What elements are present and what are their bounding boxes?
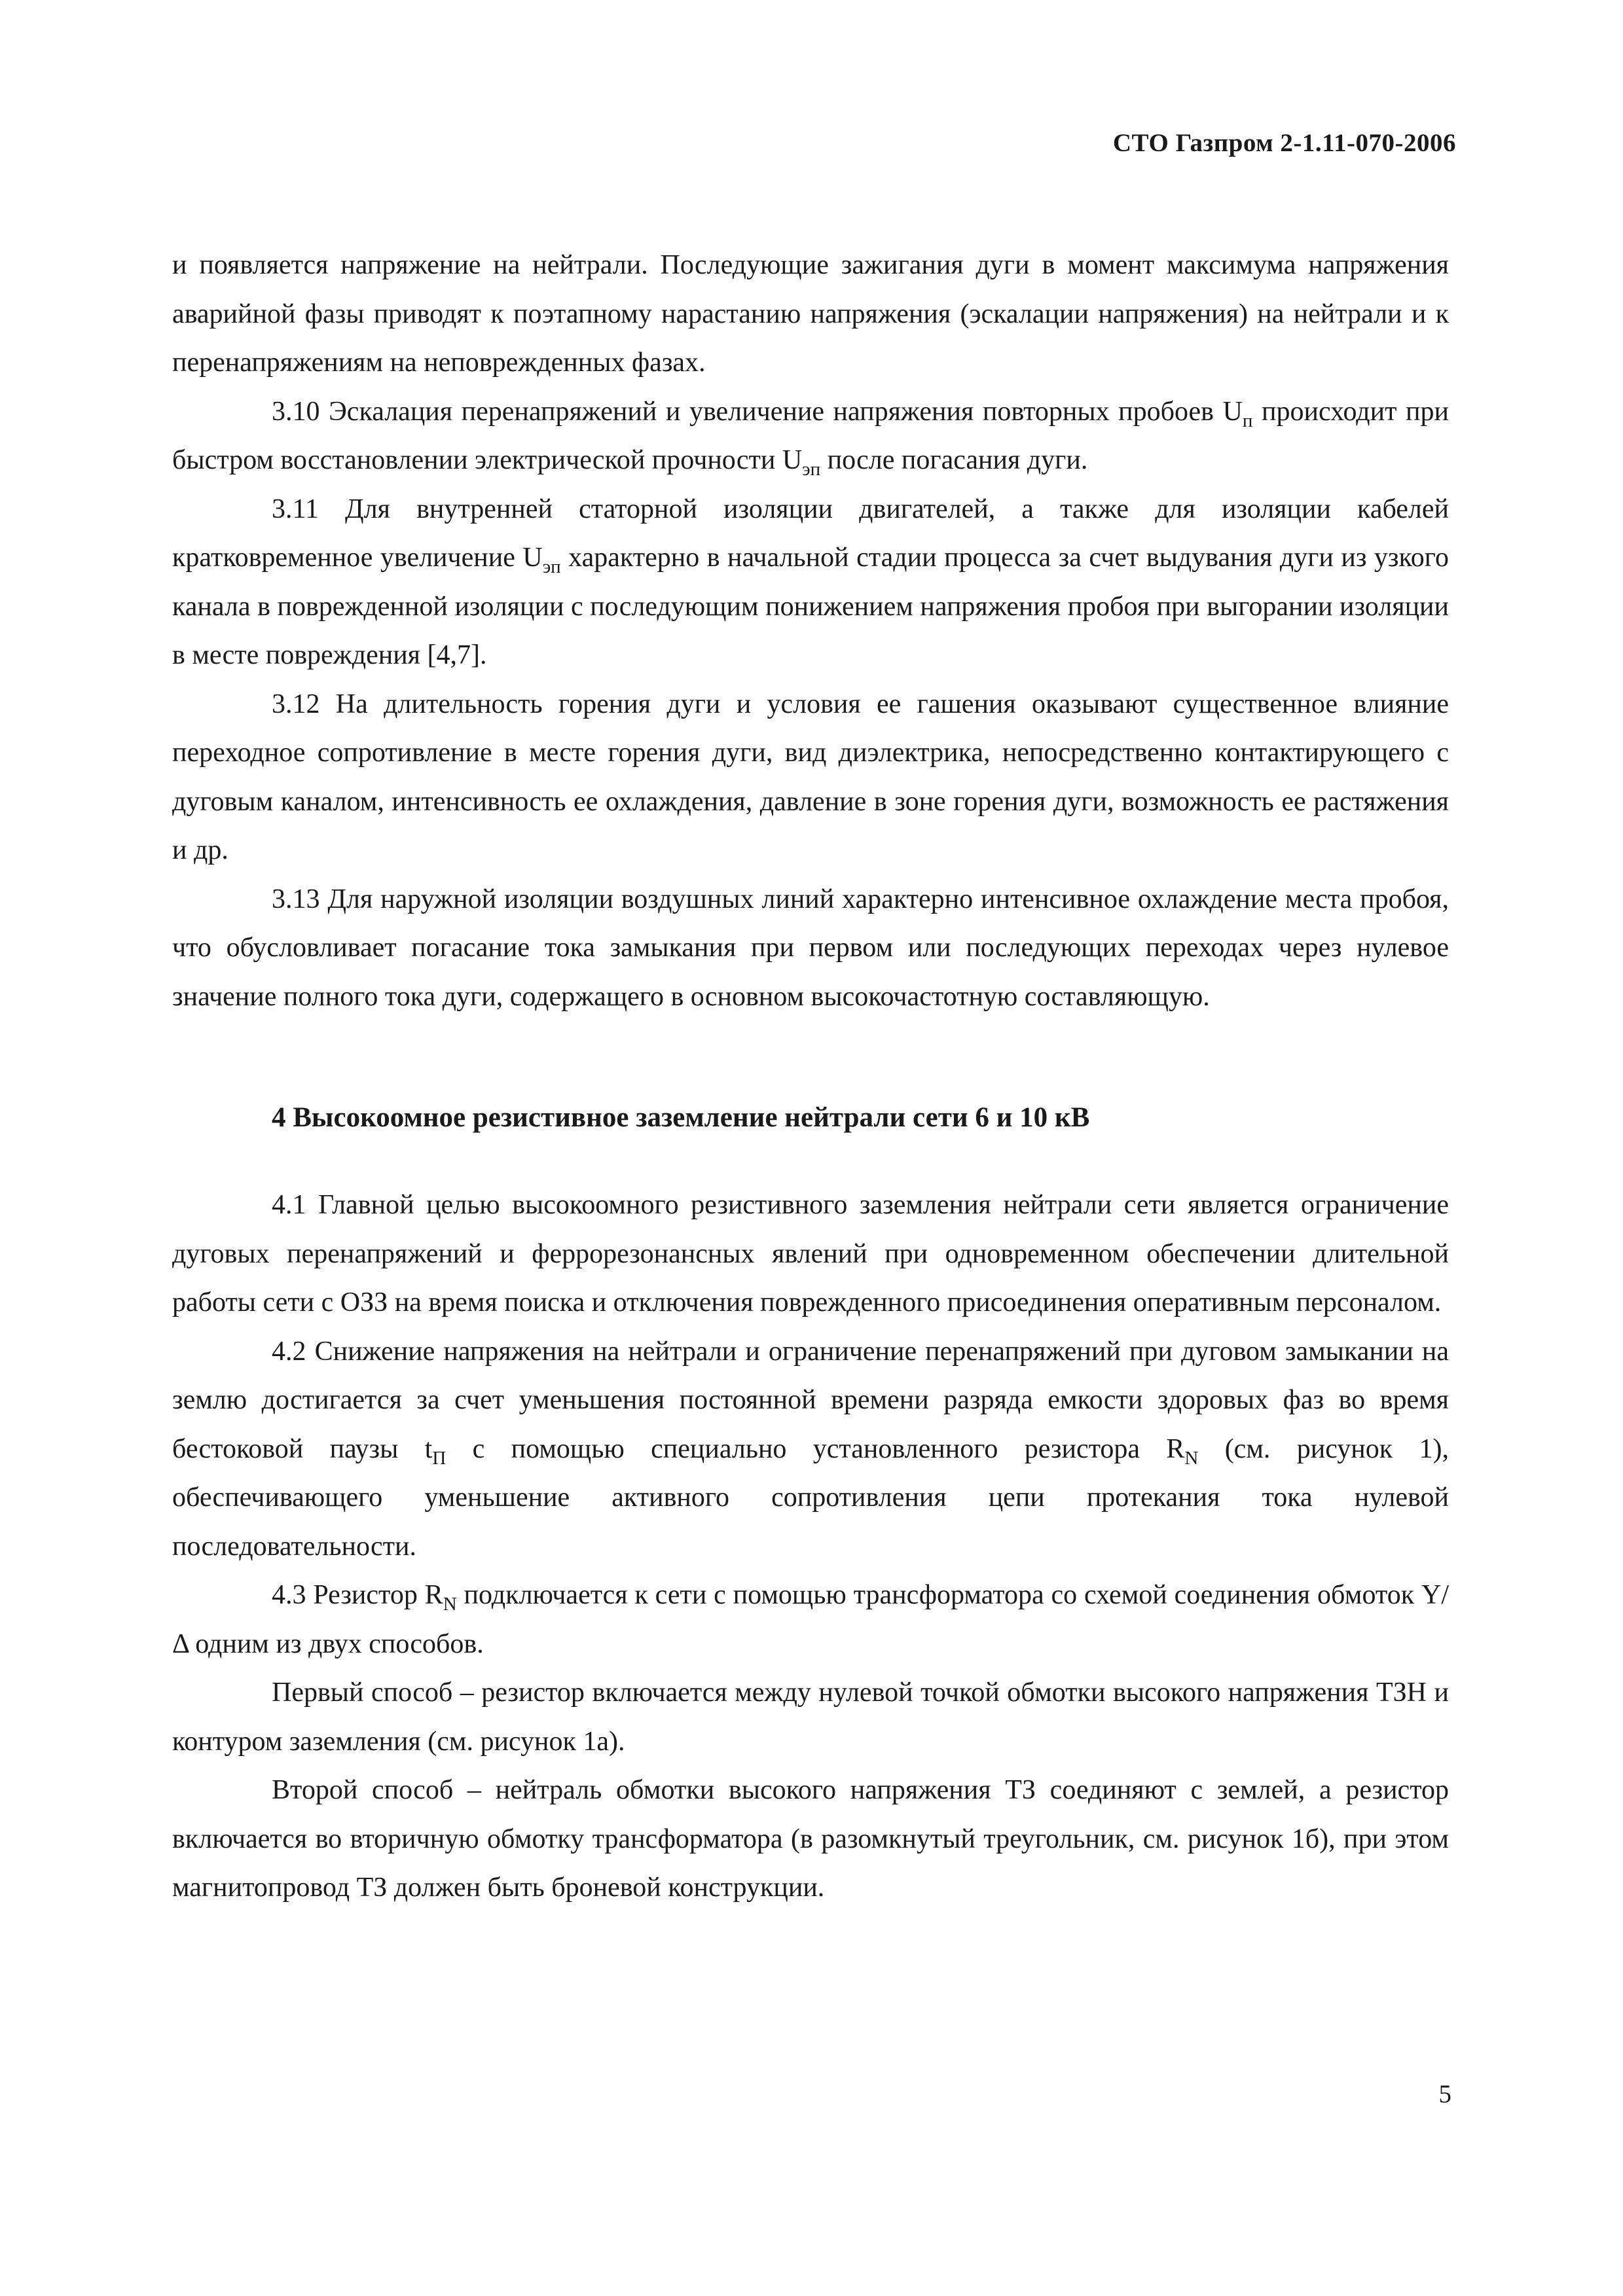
paragraph-continuation: и появляется напряжение на нейтрали. Последующие зажигания дуги в момент максимума напряжения аварийной фазы приводят к поэтапному нарастанию напряжения (эскалации напряжения) на нейтрали и к перенапряжениям на неповрежденных фазах. [172,250,1449,378]
subscript: П [432,1447,447,1469]
page-body [172,241,1449,1912]
text-fragment: 4.3 Резистор R [272,1580,443,1610]
paragraph-3-11 [172,485,1449,680]
subscript: п [1242,410,1253,431]
paragraph-4-2 [172,1327,1449,1571]
text-fragment: подключается к сети с помощью трансформатора со схемой соединения обмоток Y/Δ одним из двух способов. [172,1580,1450,1659]
text-fragment: (см. рисунок 1), обеспечивающего уменьшение активного сопротивления цепи протекания тока нулевой последовательности. [172,1433,1450,1562]
text-fragment: 4.2 Снижение напряжения на нейтрали и ограничение перенапряжений при дуговом замыкании на землю достигается за счет уменьшения постоянной времени разряда емкости здоровых фаз во время бестоковой паузы t [172,1336,1449,1464]
paragraph-3-10 [172,387,1449,485]
text-fragment: характерно в начальной стадии процесса за счет выдувания дуги из узкого канала в поврежденной изоляции с последующим понижением напряжения пробоя при выгорании изоляции в месте повреждения [4,7]. [172,543,1449,670]
section-4-heading: 4 Высокоомное резистивное заземление нейтрали сети 6 и 10 кВ [272,1102,1090,1133]
subscript: N [1184,1447,1199,1469]
subscript: эп [802,459,821,480]
text-fragment: после погасания дуги. [820,445,1088,475]
paragraph-4-1: 4.1 Главной целью высокоомного резистивного заземления нейтрали сети является ограничение дуговых перенапряжений и феррорезонансных явлений при одновременном обеспечении длительной работы сети с ОЗЗ на время поиска и отключения поврежденного присоединения оперативным персоналом. [172,1190,1449,1318]
paragraph-4-3 [172,1571,1449,1668]
text-fragment: с помощью специально установленного резистора R [446,1433,1185,1464]
paragraph-3-12: 3.12 На длительность горения дуги и условия ее гашения оказывают существенное влияние переходное сопротивление в месте горения дуги, вид диэлектрика, непосредственно контактирующего с дуговым каналом, интенсивность ее охлаждения, давление в зоне горения дуги, возможность ее растяжения и др. [172,689,1449,865]
paragraph-first-method: Первый способ – резистор включается между нулевой точкой обмотки высокого напряжения ТЗН и контуром заземления (см. рисунок 1а). [172,1677,1449,1757]
text-fragment: происходит при быстром восстановлении электрической прочности U [172,396,1449,475]
subscript: эп [542,556,561,577]
document-code-header: СТО Газпром 2-1.11-070-2006 [1112,129,1456,157]
text-fragment: 3.10 Эскалация перенапряжений и увеличение напряжения повторных пробоев U [272,396,1243,427]
page-number: 5 [1438,2080,1451,2108]
subscript: N [443,1594,457,1615]
paragraph-3-13: 3.13 Для наружной изоляции воздушных линий характерно интенсивное охлаждение места пробоя, что обусловливает погасание тока замыкания при первом или последующих переходах через нулевое значение полного тока дуги, содержащего в основном высокочастотную составляющую. [172,884,1449,1012]
text-fragment: 3.11 Для внутренней статорной изоляции двигателей, а также для изоляции кабелей кратковременное увеличение U [172,493,1449,573]
paragraph-second-method: Второй способ – нейтраль обмотки высокого напряжения ТЗ соединяют с землей, а резистор включается во вторичную обмотку трансформатора (в разомкнутый треугольник, см. рисунок 1б), при этом магнитопровод ТЗ должен быть броневой конструкции. [172,1775,1449,1903]
